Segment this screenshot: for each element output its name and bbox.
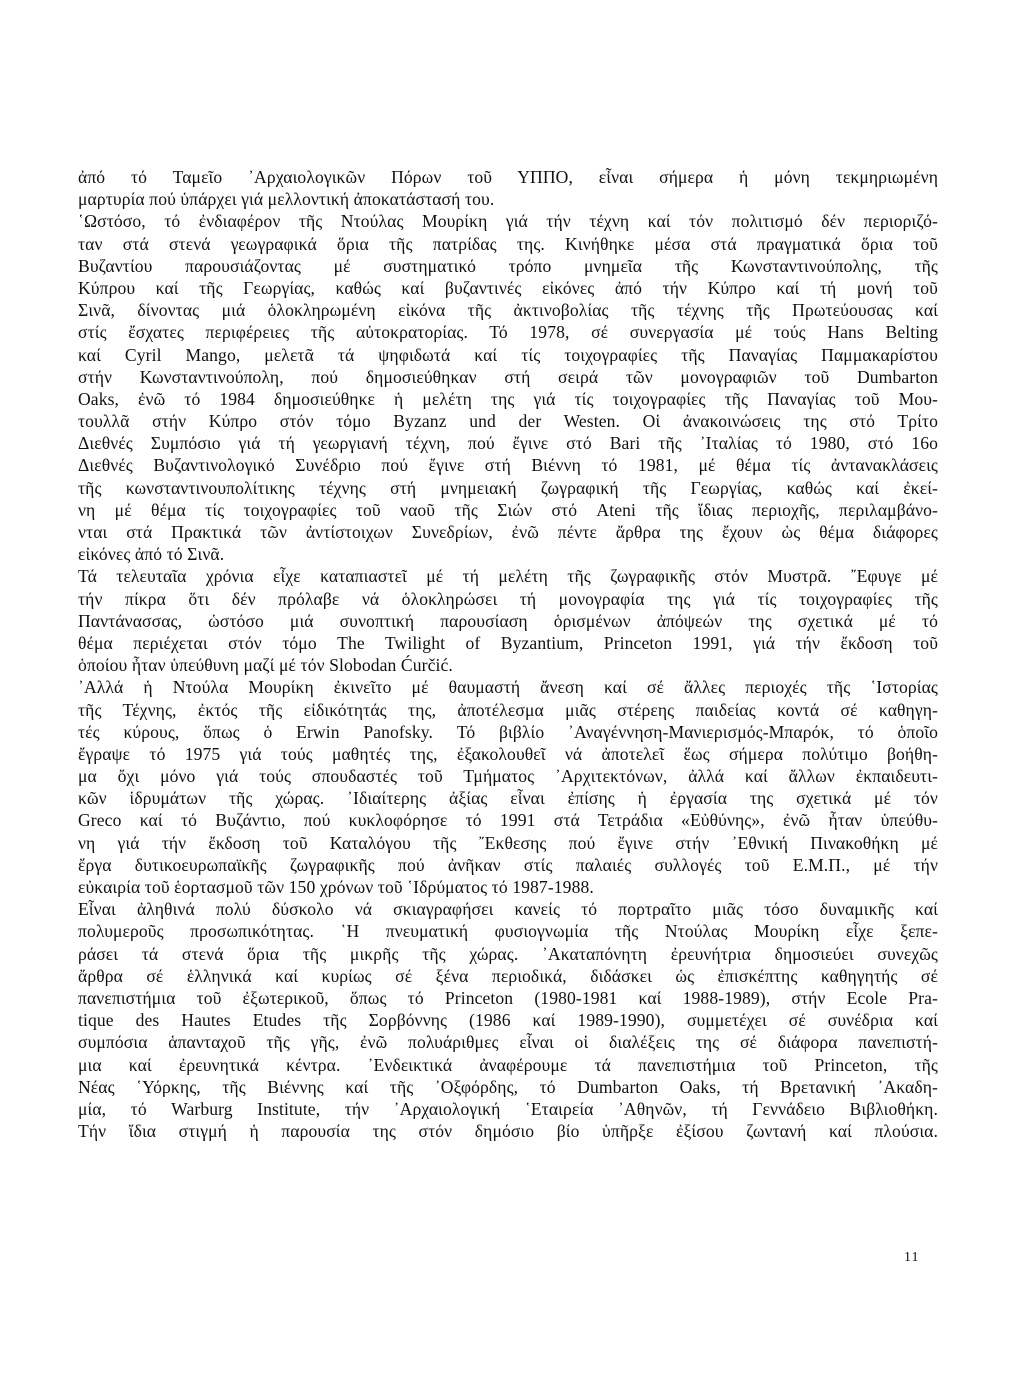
text-line: στίς ἔσχατες περιφέρειες τῆς αὐτοκρατορίας. Τό 1978, σέ συνεργασία μέ τούς Hans Belting xyxy=(78,322,938,343)
text-line: ἔργα δυτικοευρωπαϊκῆς ζωγραφικῆς πού ἀνῆκαν στίς παλαιές συλλογές τοῦ Ε.Μ.Π., μέ τήν xyxy=(78,854,938,875)
text-line: ἀπό τό Ταμεῖο ᾿Αρχαιολογικῶν Πόρων τοῦ ΥΠΠΟ, εἶναι σήμερα ἡ μόνη τεκμηριωμένη xyxy=(78,167,938,187)
text-line: πανεπιστήμια τοῦ ἐξωτερικοῦ, ὅπως τό Princeton (1980-1981 καί 1988-1989), στήν Ecole Pra- xyxy=(78,987,938,1008)
text-line: νται στά Πρακτικά τῶν ἀντίστοιχων Συνεδρίων, ἐνῶ πέντε ἄρθρα της ἔχουν ὡς θέμα διάφορες xyxy=(78,522,938,542)
page-body-text xyxy=(78,166,938,1142)
page-number: 11 xyxy=(904,1250,920,1265)
text-line: ἔγραψε τό 1975 γιά τούς μαθητές της, ἐξακολουθεῖ νά ἀποτελεῖ ἕως σήμερα πολύτιμο βοήθη- xyxy=(78,743,938,764)
text-line: μαρτυρία πού ὑπάρχει γιά μελλοντική ἀποκατάστασή του. xyxy=(78,189,495,210)
text-line: στήν Κωνσταντινούπολη, πού δημοσιεύθηκαν στή σειρά τῶν μονογραφιῶν τοῦ Dumbarton xyxy=(78,366,938,387)
text-line: Σινᾶ, δίνοντας μιά ὁλοκληρωμένη εἰκόνα τῆς ἀκτινοβολίας τῆς τέχνης τῆς Πρωτεύουσας καί xyxy=(78,300,938,321)
text-line: εἰκόνες ἀπό τό Σινᾶ. xyxy=(78,544,225,565)
text-line: νη γιά τήν ἔκδοση τοῦ Καταλόγου τῆς ῎Εκθεσης πού ἔγινε στήν ᾿Εθνική Πινακοθήκη μέ xyxy=(78,832,938,853)
text-line: ράσει τά στενά ὅρια τῆς μικρῆς τῆς χώρας. ᾿Ακαταπόνητη ἐρευνήτρια δημοσιεύει συνεχῶς xyxy=(78,943,938,964)
text-line: Διεθνές Συμπόσιο γιά τή γεωργιανή τέχνη, πού ἔγινε στό Bari τῆς ᾿Ιταλίας τό 1980, στό 16ο xyxy=(78,433,938,454)
text-line: μία, τό Warburg Institute, τήν ᾿Αρχαιολογική ῾Εταιρεία ᾿Αθηνῶν, τή Γεννάδειο Βιβλιοθήκη. xyxy=(78,1098,938,1119)
text-line: Greco καί τό Βυζάντιο, πού κυκλοφόρησε τό 1991 στά Τετράδια «Εὐθύνης», ἐνῶ ἦταν ὑπεύθυ- xyxy=(78,810,938,831)
text-line: ἄρθρα σέ ἑλληνικά καί κυρίως σέ ξένα περιοδικά, διδάσκει ὡς ἐπισκέπτης καθηγητής σέ xyxy=(78,965,938,986)
text-line: ῾Ωστόσο, τό ἐνδιαφέρον τῆς Ντούλας Μουρίκη γιά τήν τέχνη καί τόν πολιτισμό δέν περιοριζό- xyxy=(78,211,938,232)
text-line: τῆς Τέχνης, ἐκτός τῆς εἰδικότητάς της, ἀποτέλεσμα μιᾶς στέρεης παιδείας κοντά σέ καθηγη- xyxy=(78,699,938,720)
text-line: θέμα περιέχεται στόν τόμο The Twilight of Byzantium, Princeton 1991, γιά τήν ἔκδοση τοῦ xyxy=(78,632,938,653)
text-line: Oaks, ἐνῶ τό 1984 δημοσιεύθηκε ἡ μελέτη της γιά τίς τοιχογραφίες τῆς Παναγίας τοῦ Μου- xyxy=(78,388,938,409)
text-line: Τήν ἴδια στιγμή ἡ παρουσία της στόν δημόσιο βίο ὑπῆρξε ἐξίσου ζωντανή καί πλούσια. xyxy=(78,1121,938,1142)
text-line: Διεθνές Βυζαντινολογικό Συνέδριο πού ἔγινε στή Βιέννη τό 1981, μέ θέμα τίς ἀντανακλάσεις xyxy=(78,455,938,476)
text-line: τήν πίκρα ὅτι δέν πρόλαβε νά ὁλοκληρώσει τή μονογραφία της γιά τίς τοιχογραφίες τῆς xyxy=(78,588,938,609)
text-line: Παντάνασσας, ὡστόσο μιά συνοπτική παρουσίαση ὁρισμένων ἀπόψεών της σχετικά μέ τό xyxy=(78,610,938,631)
text-line: Βυζαντίου παρουσιάζοντας μέ συστηματικό τρόπο μνημεῖα τῆς Κωνσταντινούπολης, τῆς xyxy=(78,255,938,276)
text-line: tique des Hautes Etudes τῆς Σορβόννης (1986 καί 1989-1990), συμμετέχει σέ συνέδρια καί xyxy=(78,1010,938,1031)
text-line: συμπόσια ἁπανταχοῦ τῆς γῆς, ἐνῶ πολυάριθμες εἶναι οἱ διαλέξεις της σέ διάφορα πανεπιστή- xyxy=(78,1032,938,1053)
text-line: ταν στά στενά γεωγραφικά ὅρια τῆς πατρίδας της. Κινήθηκε μέσα στά πραγματικά ὅρια τοῦ xyxy=(78,233,938,254)
text-line: Εἶναι ἀληθινά πολύ δύσκολο νά σκιαγραφήσει κανείς τό πορτραῖτο μιᾶς τόσο δυναμικῆς καί xyxy=(78,899,938,920)
text-line: Νέας ῾Υόρκης, τῆς Βιέννης καί τῆς ᾿Οξφόρδης, τό Dumbarton Oaks, τή Βρετανική ᾿Ακαδη- xyxy=(78,1076,938,1097)
text-line: νη μέ θέμα τίς τοιχογραφίες τοῦ ναοῦ τῆς Σιών στό Ateni τῆς ἴδιας περιοχῆς, περιλαμβάνο- xyxy=(78,499,938,520)
text-line: τές κύρους, ὅπως ὁ Erwin Panofsky. Τό βιβλίο ᾿Αναγέννηση-Μανιερισμός-Μπαρόκ, τό ὁποῖο xyxy=(78,721,938,742)
text-line: τουλλᾶ στήν Κύπρο στόν τόμο Byzanz und der Westen. Οἱ ἀνακοινώσεις της στό Τρίτο xyxy=(78,411,938,432)
text-line: ᾿Αλλά ἡ Ντούλα Μουρίκη ἐκινεῖτο μέ θαυμαστή ἄνεση καί σέ ἄλλες περιοχές τῆς ῾Ιστορίας xyxy=(78,677,938,698)
text-line: ὁποίου ἦταν ὑπεύθυνη μαζί μέ τόν Slobodan Ćurčić. xyxy=(78,655,453,676)
text-line: Τά τελευταῖα χρόνια εἶχε καταπιαστεῖ μέ τή μελέτη τῆς ζωγραφικῆς στόν Μυστρᾶ. ῎Εφυγε μέ xyxy=(78,566,938,587)
text-line: κῶν ἱδρυμάτων τῆς χώρας. ᾿Ιδιαίτερης ἀξίας εἶναι ἐπίσης ἡ ἐργασία της σχετικά μέ τόν xyxy=(78,788,938,809)
text-line: μα ὄχι μόνο γιά τούς σπουδαστές τοῦ Τμήματος ᾿Αρχιτεκτόνων, ἀλλά καί ἄλλων ἐκπαιδευτι- xyxy=(78,766,938,787)
text-line: Κύπρου καί τῆς Γεωργίας, καθώς καί βυζαντινές εἰκόνες ἀπό τήν Κύπρο καί τή μονή τοῦ xyxy=(78,277,938,298)
text-line: πολυμεροῦς προσωπικότητας. ῾Η πνευματική φυσιογνωμία τῆς Ντούλας Μουρίκη εἶχε ξεπε- xyxy=(78,921,938,942)
text-line: τῆς κωνσταντινουπολίτικης τέχνης στή μνημειακή ζωγραφική τῆς Γεωργίας, καθώς καί ἐκεί- xyxy=(78,477,938,498)
text-line: εὐκαιρία τοῦ ἑορτασμοῦ τῶν 150 χρόνων τοῦ ῾Ιδρύματος τό 1987-1988. xyxy=(78,877,594,897)
text-line: καί Cyril Mango, μελετᾶ τά ψηφιδωτά καί τίς τοιχογραφίες τῆς Παναγίας Παμμακαρίστου xyxy=(78,344,938,365)
text-line: μια καί ἐρευνητικά κέντρα. ᾿Ενδεικτικά ἀναφέρουμε τά πανεπιστήμια τοῦ Princeton, τῆς xyxy=(78,1054,938,1075)
